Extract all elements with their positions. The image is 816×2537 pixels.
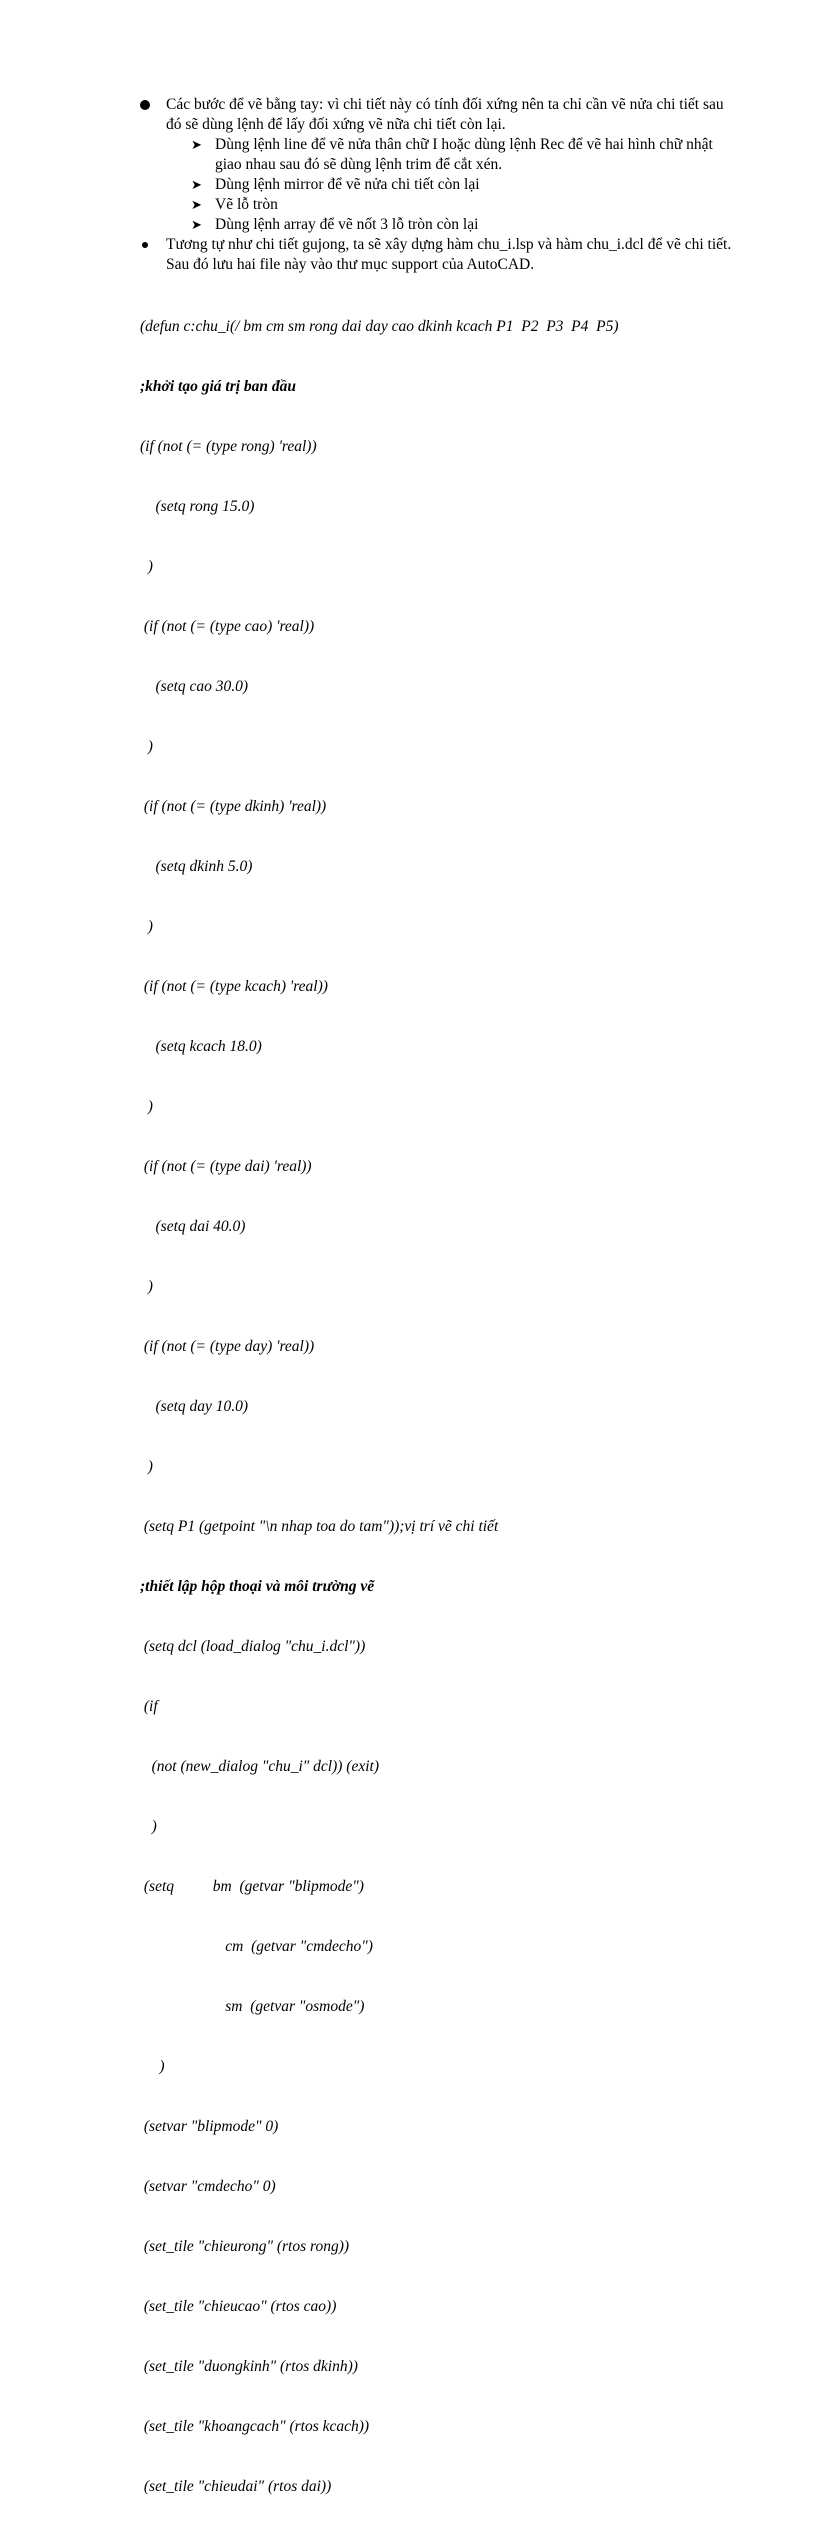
code-comment-line: ;thiết lập hộp thoại và môi trường vẽ (140, 1578, 375, 1595)
sub-item (140, 175, 740, 195)
small-circle-bullet-icon (142, 242, 148, 248)
code-line: ) (140, 1278, 153, 1295)
arrow-bullet-icon: ➤ (191, 177, 202, 192)
code-line: (setq rong 15.0) (140, 498, 255, 515)
code-line: (set_tile "chieucao" (rtos cao)) (140, 2298, 337, 2315)
bullet-text-steps: Các bước để vẽ bằng tay: vì chi tiết này có tính đối xứng nên ta chỉ cần vẽ nửa chi tiết sau đó sẽ dùng lệnh để lấy đối xứng vẽ nữa chi tiết còn lại. (166, 96, 724, 133)
sub-item (140, 195, 740, 215)
code-line: (defun c:chu_i(/ bm cm sm rong dai day cao dkinh kcach P1 P2 P3 P4 P5) (140, 318, 619, 335)
code-line: (if (140, 1698, 158, 1715)
sub-item-text: Dùng lệnh array để vẽ nốt 3 lỗ tròn còn lại (215, 216, 479, 233)
code-line: (set_tile "duongkinh" (rtos dkinh)) (140, 2358, 358, 2375)
arrow-bullet-icon: ➤ (191, 217, 202, 232)
code-line: (not (new_dialog "chu_i" dcl)) (exit) (140, 1758, 379, 1775)
code-line: (if (not (= (type rong) 'real)) (140, 438, 317, 455)
sub-item-text: Dùng lệnh line để vẽ nửa thân chữ I hoặc dùng lệnh Rec để vẽ hai hình chữ nhật giao nhau sau đó sẽ dùng lệnh trim để cắt xén. (215, 136, 713, 173)
code-line: (setq P1 (getpoint "\n nhap toa do tam"));vị trí vẽ chi tiết (140, 1518, 499, 1535)
code-line: (setq bm (getvar "blipmode") (140, 1878, 364, 1895)
code-line: ) (140, 558, 153, 575)
code-line: ) (140, 1818, 157, 1835)
code-line: (set_tile "khoangcach" (rtos kcach)) (140, 2418, 370, 2435)
filled-circle-bullet-icon (140, 100, 150, 110)
sub-item (140, 215, 740, 235)
arrow-bullet-icon: ➤ (191, 197, 202, 212)
code-line: (if (not (= (type cao) 'real)) (140, 618, 315, 635)
bullet-item-steps (140, 95, 740, 135)
code-line: (if (not (= (type day) 'real)) (140, 1338, 315, 1355)
code-line: (set_tile "chieudai" (rtos dai)) (140, 2478, 332, 2495)
bullet-text-similar: Tương tự như chi tiết gujong, ta sẽ xây dựng hàm chu_i.lsp và hàm chu_i.dcl để vẽ chi tiết. Sau đó lưu hai file này vào thư mục support của AutoCAD. (166, 236, 732, 273)
code-line: sm (getvar "osmode") (140, 1998, 365, 2015)
code-line: (if (not (= (type dai) 'real)) (140, 1158, 312, 1175)
sub-item-text: Dùng lệnh mirror để vẽ nửa chi tiết còn lại (215, 176, 480, 193)
code-line: (set_tile "chieurong" (rtos rong)) (140, 2238, 350, 2255)
code-line: (setq dai 40.0) (140, 1218, 246, 1235)
code-line: cm (getvar "cmdecho") (140, 1938, 373, 1955)
sub-item-text: Vẽ lỗ tròn (215, 196, 278, 213)
code-line: (setq kcach 18.0) (140, 1038, 262, 1055)
code-line: (if (not (= (type dkinh) 'real)) (140, 798, 327, 815)
code-line: (setq dkinh 5.0) (140, 858, 253, 875)
code-line: ) (140, 2058, 165, 2075)
code-line: ) (140, 738, 153, 755)
code-line: (if (not (= (type kcach) 'real)) (140, 978, 328, 995)
instruction-list (140, 95, 740, 275)
arrow-bullet-icon: ➤ (191, 137, 202, 152)
code-line: (setq day 10.0) (140, 1398, 249, 1415)
code-line: (setvar "cmdecho" 0) (140, 2178, 276, 2195)
code-line: ) (140, 1458, 153, 1475)
code-line: (setq cao 30.0) (140, 678, 249, 695)
code-comment-line: ;khởi tạo giá trị ban đầu (140, 378, 297, 395)
sub-item (140, 135, 740, 175)
code-line: ) (140, 918, 153, 935)
code-line: (setq dcl (load_dialog "chu_i.dcl")) (140, 1638, 366, 1655)
code-line: ) (140, 1098, 153, 1115)
lisp-code-block (140, 277, 780, 2537)
code-line: (setvar "blipmode" 0) (140, 2118, 279, 2135)
bullet-item-similar (140, 235, 740, 275)
